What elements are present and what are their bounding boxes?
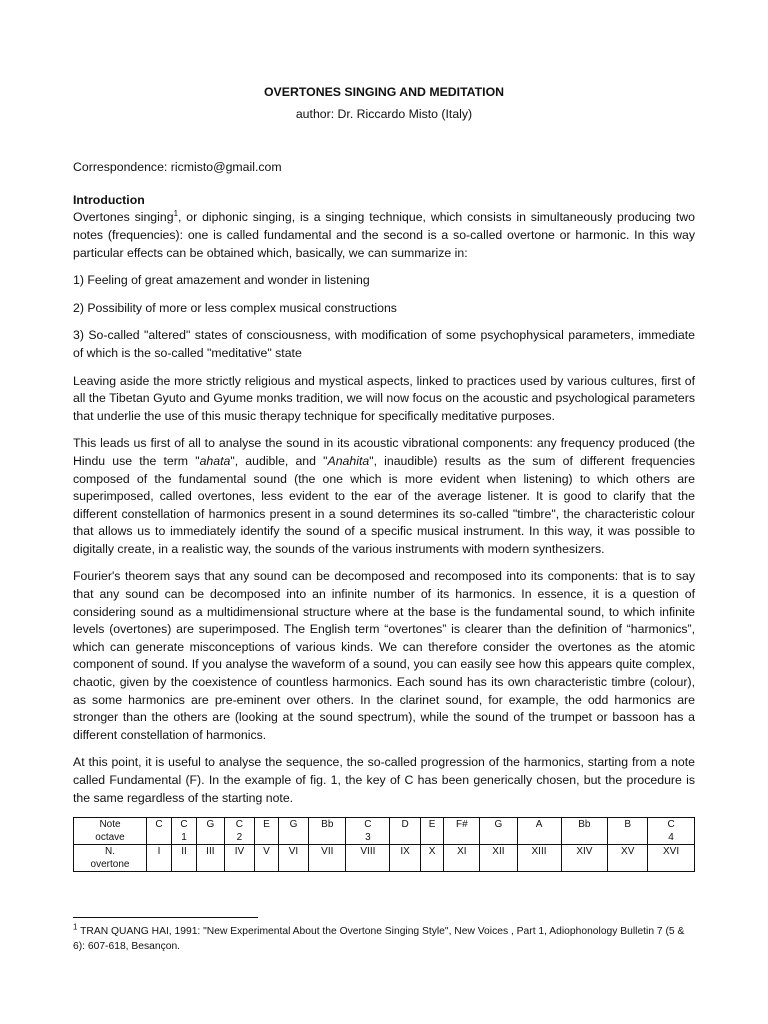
table-cell: X [420, 845, 444, 872]
term-anahita: Anahita [327, 453, 370, 468]
footnote-divider [73, 917, 258, 918]
table-cell: G [197, 818, 225, 845]
table-cell: XIV [561, 845, 608, 872]
table-cell: VIII [346, 845, 390, 872]
paragraph-harmonic-progression: At this point, it is useful to analyse the sequence, the so-called progression of the harmonics, starting from a note called Fundamental (F). In the example of fig. 1, the key of C has been generically chosen, but the procedure is the same regardless of the starting note. [73, 755, 695, 805]
paragraph-acoustic-components [73, 435, 695, 558]
document-body [73, 84, 695, 872]
table-cell: XI [444, 845, 480, 872]
table-row-overtones [74, 845, 695, 872]
footnote-text: TRAN QUANG HAI, 1991: "New Experimental About the Overtone Singing Style", New Voices , Part 1, Adiophonology Bulletin 7 (5 & 6): 607-618, Besançon. [73, 926, 685, 952]
p1-text-end: , or diphonic singing, is a singing technique, which consists in simultaneously producing two notes (frequencies): one is called fundamental and the second is a so-called overtone or harmonic. In this way particular effects can be obtained which, basically, we can summarize in: [73, 210, 695, 260]
table-cell: G [480, 818, 517, 845]
harmonics-table [73, 817, 695, 872]
p3-text-b: ", audible, and " [230, 453, 328, 468]
table-cell: E [255, 818, 279, 845]
table-cell: VI [278, 845, 308, 872]
p1-text-start: Overtones singing [73, 210, 174, 225]
table-cell: III [197, 845, 225, 872]
table-cell: C 4 [648, 818, 695, 845]
paragraph-intro [73, 209, 695, 262]
table-cell: Bb [561, 818, 608, 845]
table-cell: IX [390, 845, 420, 872]
list-item: 3) So-called "altered" states of consciousness, with modification of some psychophysical parameters, immediate of which is the so-called "meditative" state [73, 328, 695, 360]
author-line: author: Dr. Riccardo Misto (Italy) [295, 106, 473, 121]
table-cell: XII [480, 845, 517, 872]
correspondence-line: Correspondence: ricmisto@gmail.com [73, 160, 282, 175]
footnote-number: 1 [73, 922, 78, 932]
table-cell: V [255, 845, 279, 872]
table-cell: Bb [309, 818, 346, 845]
list-item: 2) Possibility of more or less complex musical constructions [73, 300, 397, 315]
table-cell: C [147, 818, 172, 845]
table-cell: XV [608, 845, 648, 872]
table-cell: XVI [648, 845, 695, 872]
term-ahata: ahata [199, 453, 231, 468]
p3-text-c: ", inaudible) results as the sum of different frequencies composed of the fundamental sound (the one which is more evident when listening) to which others are superimposed, called overtones, less evident to the ear of the average listener. It is good to clarify that the different constellation of harmonics present in a sound determines its so-called "timbre", the characteristic colour that allows us to immediately identify the sound of a specific musical instrument. In this way, it was possible to digitally create, in a realistic way, the sounds of the various instruments with modern synthesizers. [73, 453, 695, 556]
footnote [73, 924, 695, 954]
p3-text-a: This leads us first of all to analyse the sound in its acoustic vibrational components: any frequency produced (the Hindu use the term " [73, 436, 695, 468]
list-item: 1) Feeling of great amazement and wonder in listening [73, 273, 370, 288]
table-cell: I [147, 845, 172, 872]
table-cell: IV [224, 845, 254, 872]
table-cell: C 3 [346, 818, 390, 845]
table-cell: B [608, 818, 648, 845]
table-cell: II [172, 845, 197, 872]
row-label-note-octave: Note octave [74, 818, 147, 845]
table-cell: E [420, 818, 444, 845]
table-cell: XIII [517, 845, 561, 872]
paper-title: OVERTONES SINGING AND MEDITATION [263, 85, 505, 99]
table-cell: A [517, 818, 561, 845]
row-label-overtone: N. overtone [74, 845, 147, 872]
table-cell: D [390, 818, 420, 845]
table-cell: G [278, 818, 308, 845]
table-row-notes [74, 818, 695, 845]
table-cell: C 1 [172, 818, 197, 845]
table-cell: F# [444, 818, 480, 845]
table-cell: VII [309, 845, 346, 872]
section-heading-introduction: Introduction [73, 192, 145, 207]
paragraph-fourier: Fourier's theorem says that any sound can be decomposed and recomposed into its components: that is to say that any sound can be decomposed into an infinite number of its harmonics. In essence, it is a question of considering sound as a multidimensional structure where at the base is the fundamental sound, to which infinite levels (overtones) are superimposed. The English term “overtones” is clearer than the definition of “harmonics”, which can generate misconceptions of various kinds. We can therefore consider the overtones as the atomic component of sound. If you analyse the waveform of a sound, you can easily see how this appears quite complex, chaotic, given by the coexistence of countless harmonics. Each sound has its own characteristic timbre (colour), as some harmonics are pre-eminent over others. In the clarinet sound, for example, the odd harmonics are stronger than the others are (looking at the sound spectrum), while the sound of the trumpet or bassoon has a different constellation of harmonics. [73, 569, 695, 742]
paragraph-religious-aspects: Leaving aside the more strictly religious and mystical aspects, linked to practices used by various cultures, first of all the Tibetan Gyuto and Gyume monks tradition, we will now focus on the acoustic and psychological parameters that underlie the use of this music therapy technique for specifically meditative purposes. [73, 373, 695, 423]
footnote-ref: 1 [173, 209, 179, 219]
table-cell: C 2 [224, 818, 254, 845]
